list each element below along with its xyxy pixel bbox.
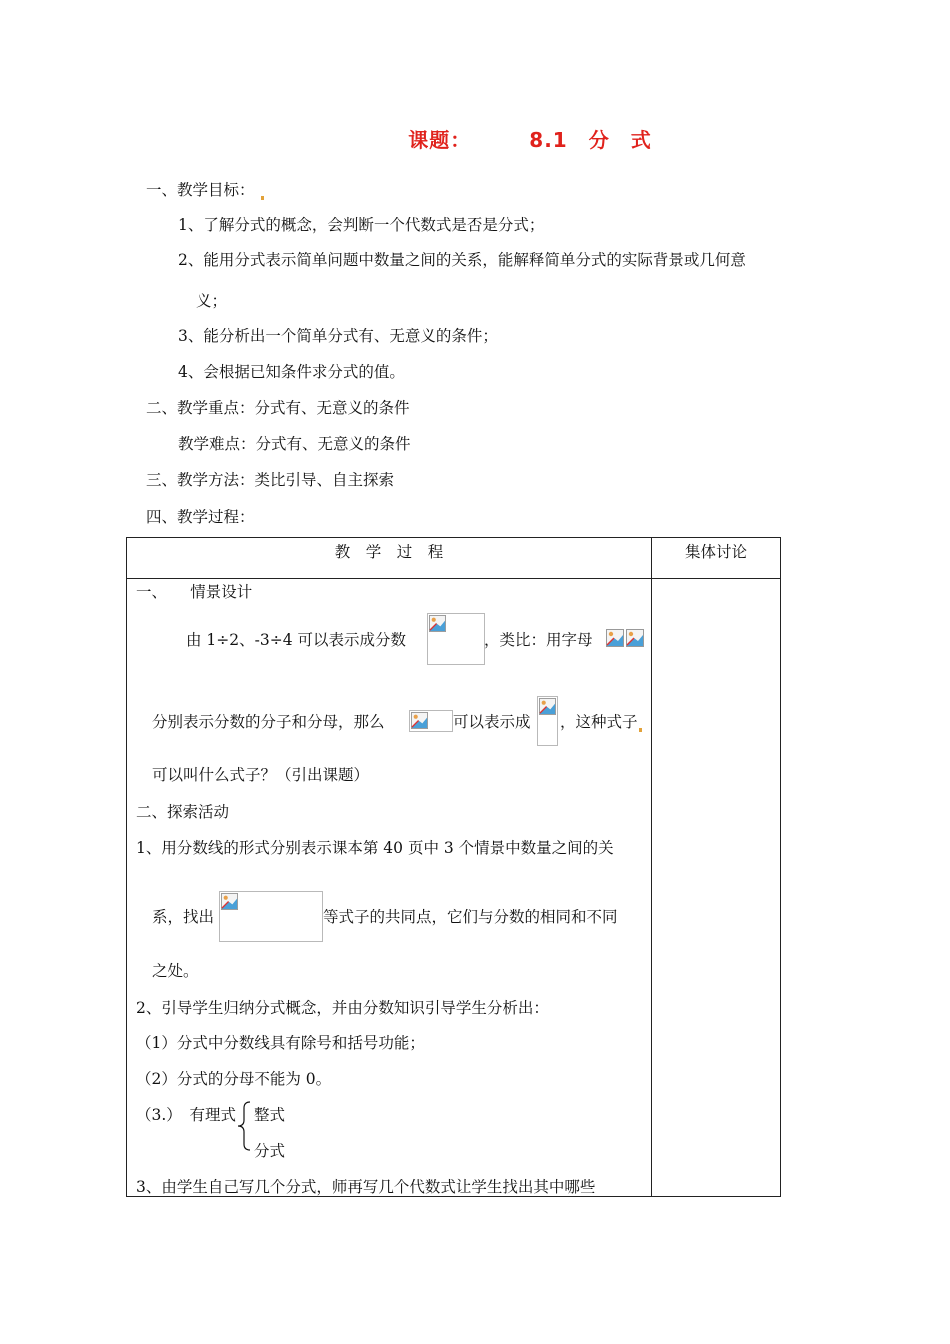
letter-a-image-icon [606, 629, 624, 647]
line-guide: 2、引导学生归纳分式概念，并由分数知识引导学生分析出： [136, 999, 549, 1017]
expression-a-div-b-image [409, 710, 453, 732]
line-differences: 之处。 [152, 962, 199, 980]
objective-1: 1、了解分式的概念，会判断一个代数式是否是分式； [178, 216, 545, 234]
objectives-heading: 一、教学目标： [146, 180, 265, 200]
line-can-be-written: 可以表示成 [453, 713, 531, 731]
process-heading: 四、教学过程： [146, 508, 255, 526]
objective-2: 2、能用分式表示简单问题中数量之间的关系，能解释简单分式的实际背景或几何意 [178, 251, 746, 269]
line-point-1: （1）分式中分数线具有除号和括号功能； [136, 1034, 425, 1052]
section-explore: 二、探索活动 [136, 803, 230, 821]
line-activity-3: 3、由学生自己写几个分式，师再写几个代数式让学生找出其中哪些 [136, 1178, 596, 1196]
broken-image-icon [429, 615, 446, 632]
col-header-discussion: 集体讨论 [652, 538, 781, 579]
line-analogy: ，类比：用字母 [484, 631, 593, 649]
fraction-label: 分式 [254, 1142, 286, 1160]
col-header-process: 教 学 过 程 [127, 538, 652, 579]
line-numerator-denominator: 分别表示分数的分子和分母，那么 [152, 713, 385, 731]
broken-image-icon [411, 712, 428, 729]
line-find-common: 系，找出 [152, 908, 215, 926]
line-point-3: （3.） 有理式 [136, 1106, 237, 1124]
objective-3: 3、能分析出一个简单分式有、无意义的条件； [178, 327, 498, 345]
polynomial-label: 整式 [254, 1106, 286, 1124]
discussion-cell [652, 579, 781, 1197]
broken-image-icon [539, 698, 556, 715]
brace-symbol [236, 1100, 252, 1152]
line-fraction-intro: 由 1÷2、-3÷4 可以表示成分数 [186, 631, 407, 649]
line-point-2: （2）分式的分母不能为 0。 [136, 1070, 332, 1088]
section-scenario: 一、 情景设计 [136, 583, 253, 601]
objective-2-cont: 义； [196, 292, 228, 310]
fraction-image [427, 613, 485, 665]
process-cell [127, 579, 652, 1197]
title-label: 课题： [408, 128, 472, 152]
broken-image-icon [221, 893, 238, 910]
fraction-a-over-b-image [537, 696, 558, 746]
letter-b-image-icon [626, 629, 644, 647]
title-content: 8.1 分 式 [529, 128, 652, 152]
line-explore-1: 1、用分数线的形式分别表示课本第 40 页中 3 个情景中数量之间的关 [136, 839, 614, 857]
page-title [0, 124, 950, 153]
line-what-name: 可以叫什么式子？（引出课题） [152, 766, 370, 784]
objective-4: 4、会根据已知条件求分式的值。 [178, 363, 405, 381]
expressions-image [219, 891, 323, 942]
teaching-methods: 三、教学方法：类比引导、自主探索 [146, 471, 395, 489]
line-similarities: 等式子的共同点，它们与分数的相同和不同 [323, 908, 618, 926]
key-points: 二、教学重点：分式有、无意义的条件 [146, 399, 410, 417]
line-this-expression: ，这种式子 [560, 712, 643, 732]
difficult-points: 教学难点：分式有、无意义的条件 [178, 435, 411, 453]
